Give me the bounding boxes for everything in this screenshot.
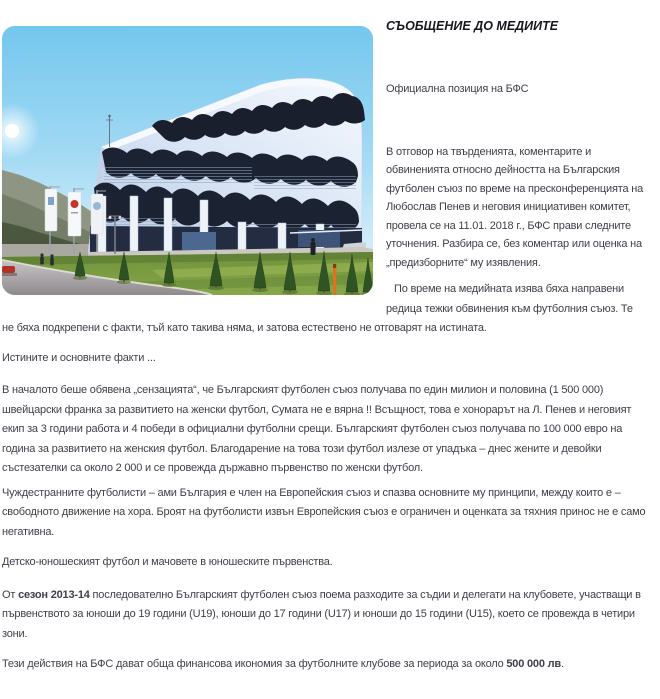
paragraph-official-response: В отговор на твърденията, коментарите и обвиненията относно дейността на Българския футболен съюз по време на пресконференцията на Любослав Пенев и неговия инициативен комитет, провела се на 11.01. 2018 г., БФС прави следните уточнения. Разбира се, без коментар или оценка на „предизборните“ му изявления. bbox=[386, 145, 644, 269]
article-page bbox=[0, 16, 660, 675]
paragraph-youth-football: Детско-юношеският футбол и мачовете в юношеските първенства. bbox=[2, 556, 333, 568]
flag-red-emblem bbox=[71, 200, 79, 208]
article-subtitle: Официална позиция на БФС bbox=[386, 83, 529, 95]
paragraph-foreign-players: Чуждестранните футболисти – ами България е член на Европейския съюз и спазва основните му принципи, между които е – свободното движение на хора. Броят на футболисти извън Европейския съюз е ограничен и оценката за тяхния принос не е само негативна. bbox=[2, 486, 646, 538]
sun bbox=[5, 124, 19, 138]
entrance-doors bbox=[182, 232, 216, 250]
paragraph-womens-football: В началото беше обявена „сензацията“, че Българският футболен съюз получава по един милион и половина (1 500 000) швейцарски франка за развитието на женски футбол, Сумата не е вярна !! Всъщност, това е хонорарът на Л. Пенев и неговият екип за 3 години работа и 4 победи в официални футболни срещи. Българският футболен съюз получава по 100 000 евро на година за развитието на женския футбол. Благодарение на това този футбол излезе от упадъка – днес жените и девойки състезателки са около 2 000 и се провежда държавно първенство по женски футбол. bbox=[2, 384, 632, 474]
paragraph-club-savings: Тези действия на БФС дават обща финансова икономия за футболните клубове за периода за около 500 000 лв. bbox=[2, 658, 564, 670]
orange-bollard bbox=[333, 264, 336, 295]
paragraph-season-costs: От сезон 2013-14 последователно Българският футболен съюз поема разходите за съдии и делегати на клубовете, участващи в първенството за юноши до 19 години (U19), юноши до 17 години (U17) и юноши до 15 години (U15), което се провежда в четири зони. bbox=[2, 588, 641, 640]
building-photo-illustration bbox=[2, 26, 373, 295]
paragraph-media-accusations: По време на медийната изява бяха направени редица тежки обвинения към футболния съюз. Те не бяха подкрепени с факти, тъй като такива няма, и затова естествено не отговарят на истината. bbox=[2, 283, 633, 334]
building-photo bbox=[2, 26, 373, 295]
parked-car bbox=[2, 266, 17, 276]
article-title: СЪОБЩЕНИЕ ДО МЕДИИТЕ bbox=[386, 19, 559, 33]
louver-panel bbox=[254, 176, 356, 189]
louver-panel bbox=[104, 167, 252, 184]
paragraph-facts-intro: Истините и основните факти ... bbox=[2, 351, 156, 364]
